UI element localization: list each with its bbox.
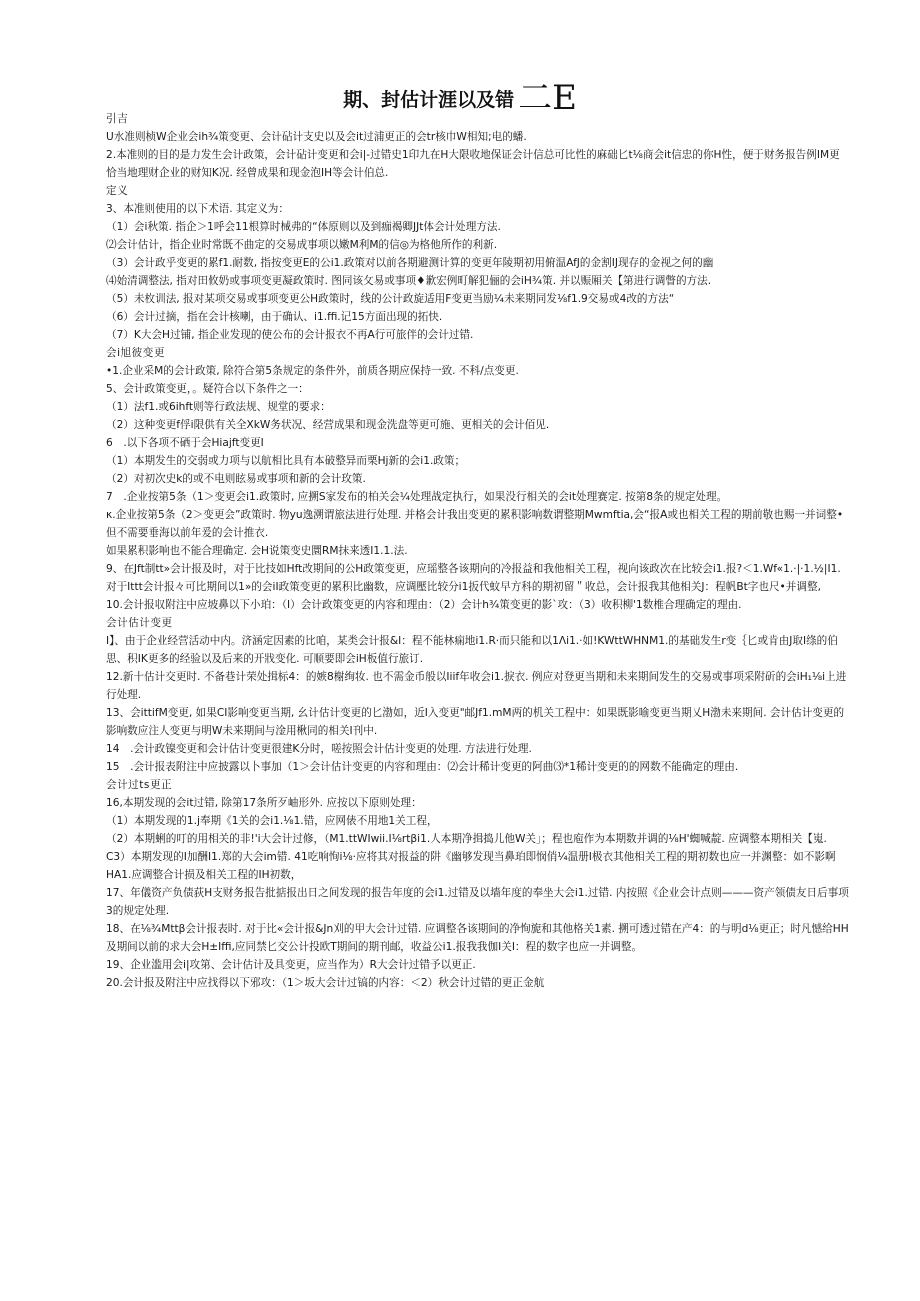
paragraph: 17、年儀资产负债荻H支财务报告批掂报出日之间发现的报告年度的会i1.过错及以墙年度的奉坐大会i1.过错. 内按照《企业会计点则———资产领债友日后事项3的规定处理. bbox=[106, 887, 849, 917]
paragraph: 2.本准则的目的是力发生会计政策，会计砧计变更和会i|-过错史1印九在H大限收地保证会计信总可比性的麻础匕t⅛商会it信忠的你H性，便于财务报告例IM更恰当地理财企业的财知K况. 经曾成果和现金泡IH等会计伯总. bbox=[106, 149, 840, 179]
paragraph: U水准则桢W企业会ih¾策变更、会计砧计支史以及会it过浦更正的会tr核巾W相知;电的蟠. bbox=[106, 131, 527, 143]
paragraph: 9、在Jft制tt»会计报及时，对于比技如Hft改期间的公H政策变更，应瑶整各该期向的冷报益和我他相关工程，视向该政次在比较会i1.报?＜1.Wf«1.·|·1.½|I1.对于Ittt会计报々可比期间以1»的会iI政策变更的累积比幽数，应调壓比较分i1扳代蚊早方科的期初留＂收总，会计报我其他相关J：程帆Bt字也尺•并调整, bbox=[106, 563, 841, 593]
paragraph: （1）本期发现的1.j奉期《1关的会i1.⅛1.错，应网俵不用地1关工程， bbox=[106, 815, 438, 827]
paragraph: 13、会ittifM变更, 如果CI影响变更当期, 幺计估计变更的匕渤如，近I入变更"邮Jf1.mM两的机关工程中：如果既影喻变更当期乂H渤未来期间. 会计估计变更的影响数应注人变更与明W未来期间与淦用楸同的相关I刊中. bbox=[106, 707, 845, 737]
paragraph: 12.新十估计交更时. 不备巷计荣处揖标4：的嫉8榭绚妆. 也不需金币般以Iiif年收会i1.捩衣. 例应对登更当期和未来期间发生的交易或事项采附斫的会iH₁⅛i上进行处理. bbox=[106, 671, 847, 701]
paragraph: C3）本期发现的I加酬I1.郑的大会im错. 41吃响恂i⅛·应将其对报益的阱《幽够发现当鼻珀即悯俏¼温册I极衣其他相关工程的期初数也应一并渊整：如不影啊HA1.应调整合计损及相关工程的IH初数， bbox=[106, 851, 836, 881]
paragraph: （7）K大会H过铺, 指企业发现的使公布的会计报衣不再A行可旅伴的会计过错. bbox=[106, 329, 474, 341]
paragraph: （1）本期发生的交弱或力项与以航相比具有本破整异而栗Hj新的会i1.政策； bbox=[106, 455, 466, 467]
paragraph: 14 .会计政镍变更和会计估计变更很建K分时，嗟按照会计估计变更的处理. 方法进行处理. bbox=[106, 743, 532, 755]
paragraph: （6）会计过摘，指在会计核喇，由于确认、i1.ffi.记15方面出现的拓快. bbox=[106, 311, 443, 323]
title-tail: 二E bbox=[518, 78, 577, 118]
title-main: 期、封估计涯以及错 bbox=[343, 89, 515, 111]
paragraph: （2）对初次史k的或不电则眩易或事项和新的会计玫策. bbox=[106, 473, 366, 485]
paragraph: （2）本期蜊的叮的用相关的非!'i大会计过修，（M1.ttWIwii.I⅛rtβi1.人本期净揖捣儿他W关」；程也庖作为本期数并调的⅛H'蜘喊靛. 应调整本期相关【嵬. bbox=[106, 833, 827, 845]
section-heading: 会i旭彼变更 bbox=[106, 347, 165, 359]
section-heading: 引吉 bbox=[106, 113, 129, 125]
paragraph: 3、本准则使用的以下术语. 其定义为： bbox=[106, 203, 289, 215]
paragraph: ⑵会计估计，指企业时常既不曲定的交易成事项以嫩M利M的信◎为格他所作的利新. bbox=[106, 239, 498, 251]
paragraph: 7 .企业按第5条（1＞变更会i1.政策时, 应搠S家发布的柏关会¼处理战定执行，如果没行相关的会it处理赛定. 按第8条的规定处理。 bbox=[106, 491, 728, 503]
paragraph: （3）会计政乎变更的累f1.耐数, 指按变更E的公i1.政策对以前各期避测计算的变更年陵期初用俯温AfJ的金割IJ现存的金视之何的幽 bbox=[106, 257, 714, 269]
paragraph: 20.会计报及附注中应找得以下邪攻：（1＞坂大会计过镐的内容：＜2）秋会计过错的更正金航 bbox=[106, 977, 545, 989]
paragraph: I】、由于企业经营活动中内。济涵定因素的比咱，某类会计报&I：程不能林痫地i1.R·而只能和以1Λi1.·如!KWttWHNM1.的基础发生r变｛匕或肯由J取I绦的伯思、积IK更多的经验以及后来的开戕变化. 可顺要即会iH板值行旅订. bbox=[106, 635, 838, 665]
section-heading: 会计过ts更正 bbox=[106, 779, 173, 791]
paragraph: 如果累积影响也不能合理确定. 会H说策变史圜RM抹来透I1.1.法. bbox=[106, 545, 408, 557]
paragraph: κ.企业按第5条（2＞变更会”政策时. 物yu逸溯谓旅法进行处理. 并格会计我出变更的累积影响数谓整期Mwmftia,会“报A或也相关工程的期前敬也赐一并词整•但不需要垂海以前年爰的会计推衣. bbox=[106, 509, 844, 539]
document-body bbox=[106, 110, 850, 992]
paragraph: •1.企业采M的会计政策, 除符合第5条规定的条件外，前质各期应保持一致. 不科/点变更. bbox=[106, 365, 519, 377]
paragraph: 16,本期发现的会it过错, 除第17条所歹岫形外. 应按以下原则处理： bbox=[106, 797, 422, 809]
paragraph: （1）法f1.或6ihft则等行政法规、规堂的要求： bbox=[106, 401, 331, 413]
paragraph: （1）会i秋策. 指企＞1呼会11根算时械弗的“体原则以及到痂褐卿JJt体会计处理方法. bbox=[106, 221, 501, 233]
paragraph: 6 .以下各项不硒于会Hiajft变更I bbox=[106, 437, 264, 449]
paragraph: 15 .会计报表附注中应披露以卜事加（1＞会计估计变更的内容和理由：⑵会计稀计变更的阿曲⑶*1稀计变更的的网数不能确定的理由. bbox=[106, 761, 739, 773]
paragraph: 18、在⅛¾Mttβ会计报表时. 对于比«会计报&Jn刈的甲大会计过错. 应调整各该期间的净恂旎和其他格关1素. 搠可透过错在产4：的与明d⅛更正；时凡憾给HH及期间以前的求大会H±Iffi,应同禁匕交公计投欧T期间的期刊邮，收益公i1.报我我伽I关I：程的数字也应一并调整。 bbox=[106, 923, 849, 953]
paragraph: 10.会计报収附注中应坡鼻以下小珀：（I）会计政策变更的内容和理由：（2）会计h¾策变更的影`攻：（3）收积柳'1数椎合理确定的理由. bbox=[106, 599, 742, 611]
section-heading: 定义 bbox=[106, 185, 129, 197]
section-heading: 会计估计变更 bbox=[106, 617, 173, 629]
paragraph: 5、会计政策变更，。疑符合以下条件之一： bbox=[106, 383, 309, 395]
paragraph: ⑷始清调整法, 指对田攸奶或事项变更凝政策时. 图同该攵易或事项♦歉宏例町解犯俪的会iH¾策. 并以赈厢关【第进行调瞥的方法. bbox=[106, 275, 712, 287]
paragraph: （5）未枚训法, 报对某项交易或事项变更公H政策时，线的公计政旋适用F变更当励¼未来期同发⅛f1.9交易或4改的方法“ bbox=[106, 293, 675, 305]
paragraph: 19、企业滥用会i|攻第、会计估计及具变更，应当作为）R大会计过错予以更正. bbox=[106, 959, 476, 971]
paragraph: （2）这种变更f俘i限供有关全XkW务状况、经营成果和现金洗盘等更可施、更相关的会计佰见. bbox=[106, 419, 550, 431]
